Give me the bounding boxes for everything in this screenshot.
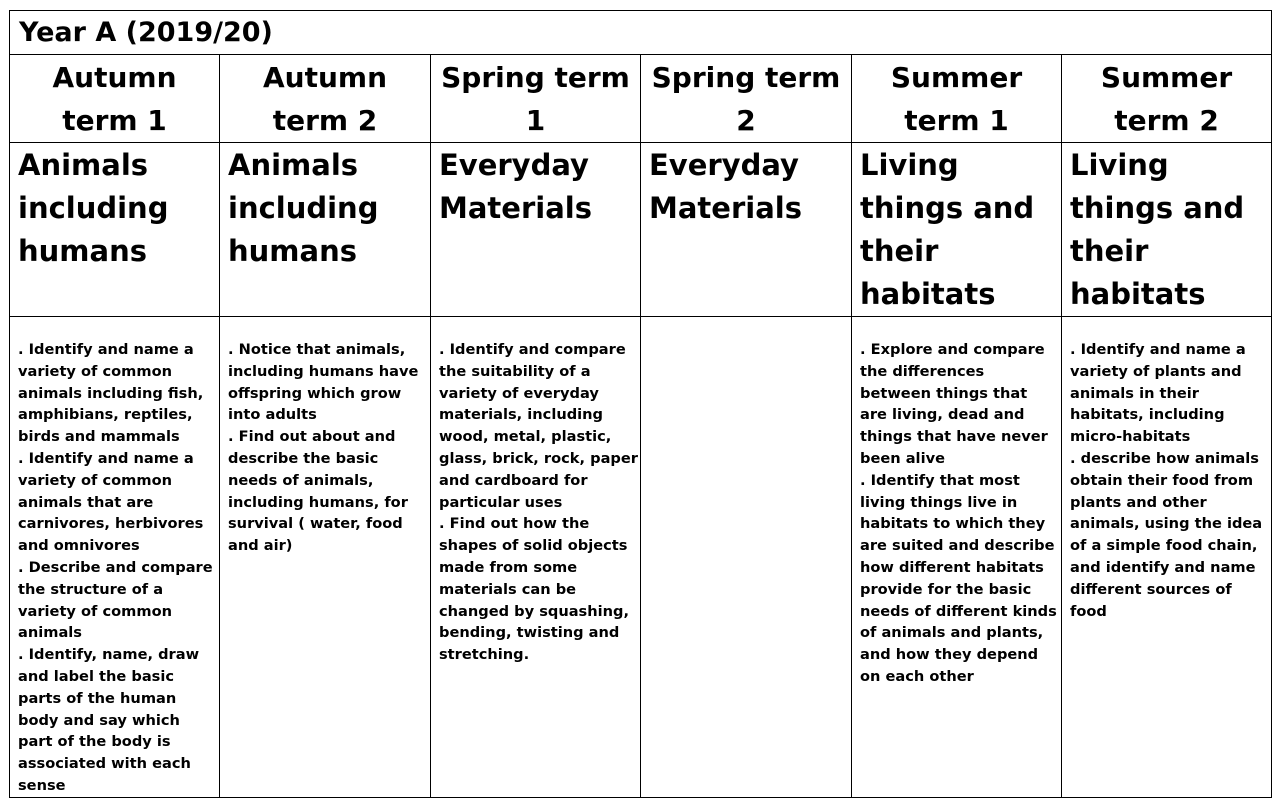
objective-item: . Identify and name a variety of common animals including fish, amphibians, reptiles, birds and mammals — [18, 341, 204, 446]
term-heading-autumn-2: Autumn term 2 — [262, 61, 388, 137]
term-heading-summer-1: Summer term 1 — [890, 61, 1023, 137]
objective-item: . Describe and compare the structure of a variety of common animals — [18, 558, 213, 642]
objectives-autumn-2 — [220, 317, 430, 557]
term-heading-cell — [641, 55, 852, 143]
year-title-row — [10, 11, 1272, 55]
year-title: Year A (2019/20) — [19, 17, 273, 48]
term-heading-row — [10, 55, 1272, 143]
objective-item: . Identify and name a variety of plants and animals in their habitats, including micro-habitats — [1070, 341, 1246, 446]
topic-cell — [641, 143, 852, 317]
objectives-cell — [1062, 317, 1272, 798]
topic-cell — [220, 143, 431, 317]
topic-spring-2: Everyday Materials — [649, 148, 802, 225]
topic-autumn-2: Animals including humans — [228, 148, 379, 268]
objective-item: . describe how animals obtain their food from plants and other animals, using the idea of a simple food chain, and identify and name different sources of food — [1070, 449, 1263, 620]
term-heading-summer-2: Summer term 2 — [1100, 61, 1233, 137]
objectives-cell — [641, 317, 852, 798]
objectives-row — [10, 317, 1272, 798]
objectives-autumn-1 — [10, 317, 219, 797]
objectives-summer-1 — [852, 317, 1061, 688]
year-title-cell — [10, 11, 1272, 55]
topic-summer-2: Living things and their habitats — [1070, 148, 1245, 311]
objectives-cell — [431, 317, 641, 798]
objectives-spring-1 — [431, 317, 640, 666]
topic-cell — [10, 143, 220, 317]
objective-item: . Identify, name, draw and label the basic parts of the human body and say which part of the body is associated with each sense — [18, 646, 200, 794]
topic-row — [10, 143, 1272, 317]
topic-cell — [431, 143, 641, 317]
objective-item: . Explore and compare the differences between things that are living, dead and things that have never been alive — [860, 341, 1048, 467]
curriculum-table — [9, 10, 1272, 798]
topic-cell — [1062, 143, 1272, 317]
topic-summer-1: Living things and their habitats — [860, 148, 1035, 311]
objective-item: . Identify and compare the suitability of a variety of everyday materials, including wood, metal, plastic, glass, brick, rock, paper and cardboard for particular uses — [439, 341, 638, 511]
objective-item: . Identify and name a variety of common animals that are carnivores, herbivores and omnivores — [18, 449, 204, 555]
objective-item: . Notice that animals, including humans have offspring which grow into adults — [228, 341, 419, 424]
term-heading-cell — [852, 55, 1062, 143]
term-heading-cell — [431, 55, 641, 143]
objective-item: . Find out about and describe the basic needs of animals, including humans, for survival ( water, food and air) — [228, 428, 408, 555]
topic-autumn-1: Animals including humans — [18, 148, 169, 268]
objectives-spring-2 — [641, 317, 851, 339]
term-heading-spring-1: Spring term 1 — [441, 61, 630, 137]
objective-item: . Find out how the shapes of solid objects made from some materials can be changed by squashing, bending, twisting and stretching. — [439, 515, 630, 664]
objectives-cell — [852, 317, 1062, 798]
topic-spring-1: Everyday Materials — [439, 148, 592, 225]
objectives-cell — [10, 317, 220, 798]
objectives-summer-2 — [1062, 317, 1271, 622]
objectives-cell — [220, 317, 431, 798]
term-heading-autumn-1: Autumn term 1 — [52, 61, 177, 137]
topic-cell — [852, 143, 1062, 317]
objective-item: . Identify that most living things live in habitats to which they are suited and describe how different habitats provide for the basic needs of different kinds of animals and plants, and how they depend on each other — [860, 471, 1057, 685]
term-heading-spring-2: Spring term 2 — [651, 61, 841, 137]
term-heading-cell — [10, 55, 220, 143]
curriculum-sheet — [9, 10, 1271, 794]
term-heading-cell — [1062, 55, 1272, 143]
term-heading-cell — [220, 55, 431, 143]
